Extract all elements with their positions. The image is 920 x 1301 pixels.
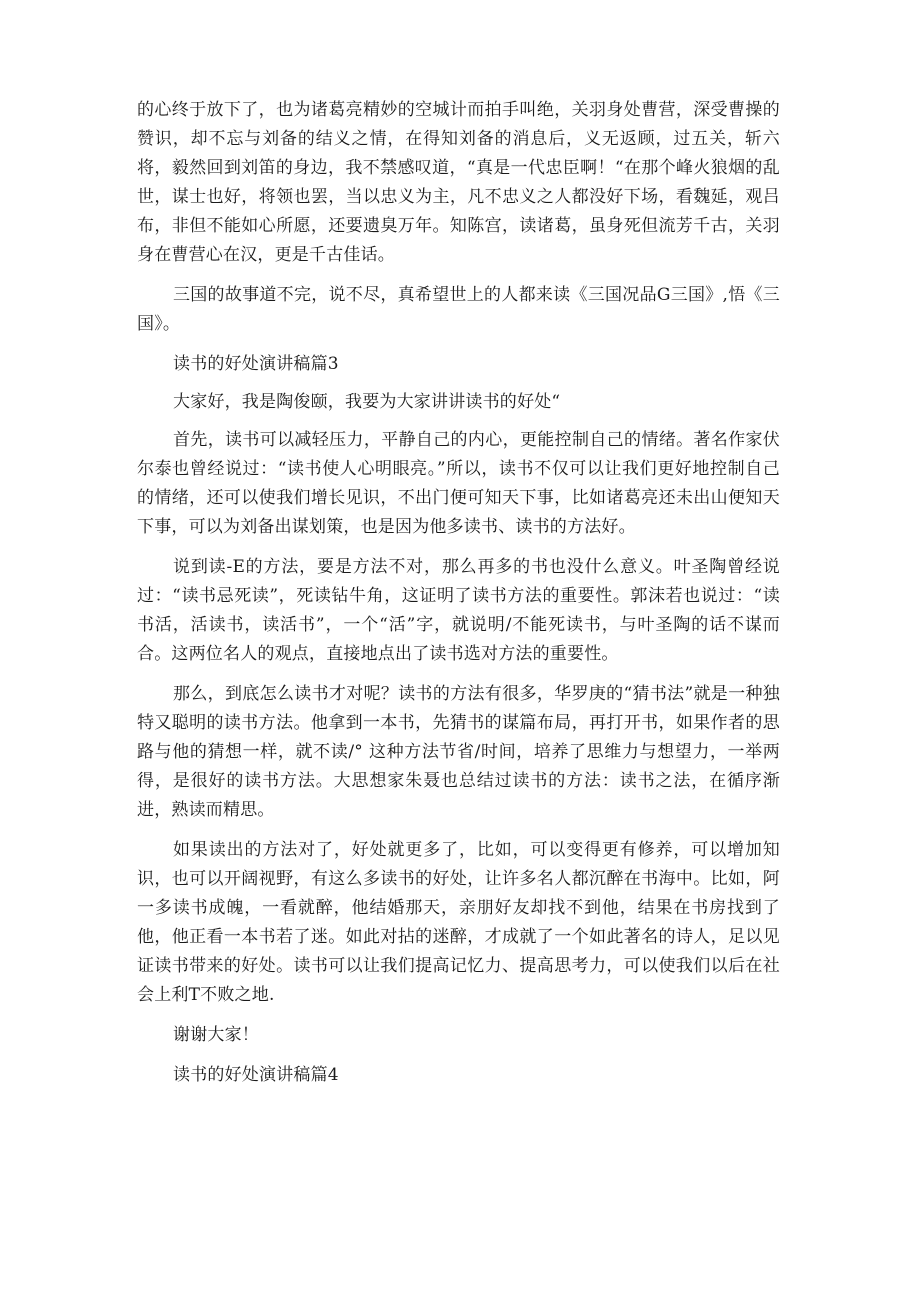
paragraph-reading-method: 说到读-E的方法，要是方法不对，那么再多的书也没什么意义。叶圣陶曾经说过：“读书忌死读”，死读钻牛角，这证明了读书方法的重要性。郭沫若也说过：“读书活，活读书，读活书”，一个“活”字，就说明/不能死读书，与叶圣陶的话不谋而合。这两位名人的观点，直接地点出了读书选对方法的重要性。 <box>137 557 780 664</box>
paragraph-continuation: 的心终于放下了，也为诸葛亮精妙的空城计而拍手叫绝，关羽身处曹营，深受曹操的赞识，却不忘与刘备的结义之情，在得知刘备的消息后，义无返顾，过五关，斩六将，毅然回到刘笛的身边，我不禁感叹道，“真是一代忠臣啊！“在那个峰火狼烟的乱世，谋士也好，将领也罢，当以忠义为主，凡不忠义之人都没好下场，看魏延，观吕布，非但不能如心所愿，还要遗臭万年。知陈宫，读诸葛，虽身死但流芳千古，关羽身在曹营心在汉，更是千古佳话。 <box>137 100 780 265</box>
paragraph-reduce-stress: 首先，读书可以减轻压力，平静自己的内心，更能控制自己的情绪。著名作家伏尔泰也曾经说过：“读书使人心明眼亮。”所以，读书不仅可以让我们更好地控制自己的情绪，还可以使我们增长见识，不出门便可知天下事，比如诸葛亮还未出山便知天下事，可以为刘备出谋划策，也是因为他多读书、读书的方法好。 <box>137 430 780 537</box>
paragraph-benefits: 如果读出的方法对了，好处就更多了，比如，可以变得更有修养，可以增加知识，也可以开阔视野，有这么多读书的好处，让许多名人都沉醉在书海中。比如，阿一多读书成魄，一看就醉，他结婚那天，亲朋好友却找不到他，结果在书房找到了他，他正看一本书若了迷。如此对拈的迷醉，才成就了一个如此著名的诗人，足以见证读书带来的好处。读书可以让我们提高记忆力、提高思考力，可以使我们以后在社会上利T不败之地. <box>137 840 780 1005</box>
section-heading-speech-4: 读书的好处演讲稿篇4 <box>173 1065 339 1085</box>
section-heading-speech-3: 读书的好处演讲稿篇3 <box>173 354 339 374</box>
paragraph-three-kingdoms-conclusion: 三国的故事道不完，说不尽，真希望世上的人都来读《三国况品G三国》,悟《三国》。 <box>137 285 780 334</box>
document-body <box>137 96 780 1090</box>
paragraph-thanks: 谢谢大家！ <box>173 1025 259 1045</box>
paragraph-guessing-method: 那么，到底怎么读书才对呢？读书的方法有很多，华罗庚的“猜书法”就是一种独特又聪明的读书方法。他拿到一本书，先猜书的谋篇布局，再打开书，如果作者的思路与他的猜想一样，就不读/° 这种方法节省/时间，培养了思维力与想望力，一举两得，是很好的读书方法。大思想家朱聂也总结过读书的方法：读书之法，在循序渐进，熟读而精思。 <box>137 684 780 820</box>
paragraph-greeting: 大家好，我是陶俊颐，我要为大家讲讲读书的好处“ <box>173 392 561 412</box>
